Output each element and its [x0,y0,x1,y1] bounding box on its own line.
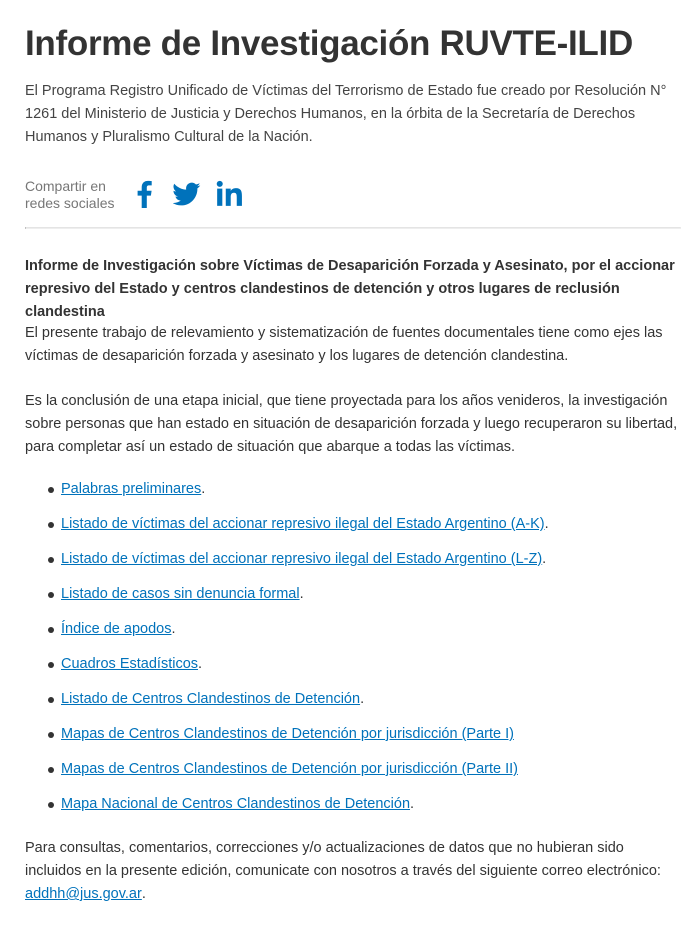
intro-paragraph: El Programa Registro Unificado de Víctimas del Terrorismo de Estado fue creado por Resolución N° 1261 del Ministerio de Justicia y Derechos Humanos, en la órbita de la Secretaría de Derechos Humanos y Pluralismo Cultural de la Nación. [25,83,667,145]
link-listado-victimas-l-z[interactable]: Listado de víctimas del accionar represivo ilegal del Estado Argentino (L-Z) [61,551,543,567]
list-item: Listado de víctimas del accionar represivo ilegal del Estado Argentino (A-K). [25,513,665,548]
list-item: Listado de casos sin denuncia formal. [25,583,665,618]
document-links-list [25,478,665,828]
bullet [48,627,54,633]
email-link[interactable]: addhh@jus.gov.ar [25,886,142,902]
list-item: Palabras preliminares. [25,478,665,513]
list-item: Mapa Nacional de Centros Clandestinos de Detención. [25,793,665,828]
list-item: Cuadros Estadísticos. [25,653,665,688]
list-item: Índice de apodos. [25,618,665,653]
link-centros-clandestinos[interactable]: Listado de Centros Clandestinos de Detención [61,691,361,707]
bullet [48,592,54,598]
facebook-icon[interactable] [134,180,154,208]
bullet [48,522,54,528]
link-cuadros-estadisticos[interactable]: Cuadros Estadísticos [61,656,199,672]
conclusion-paragraph: Es la conclusión de una etapa inicial, que tiene proyectada para los años venideros, la investigación sobre personas que han estado en situación de desaparición forzada y luego recuperaron su libertad, para completar así un estado de situación que abarque a todas las víctimas. [25,393,678,455]
link-casos-sin-denuncia[interactable]: Listado de casos sin denuncia formal [61,586,300,602]
page-title: Informe de Investigación RUVTE-ILID [25,24,633,63]
bullet [48,802,54,808]
contact-paragraph: Para consultas, comentarios, correcciones y/o actualizaciones de datos que no hubieran sido incluidos en la presente edición, comunicate con nosotros a través del siguiente correo electrónico: addhh@jus.gov.ar. [25,840,661,902]
link-indice-apodos[interactable]: Índice de apodos [61,621,172,637]
bullet [48,697,54,703]
bullet [48,767,54,773]
linkedin-icon[interactable] [216,180,242,208]
list-item: Listado de Centros Clandestinos de Detención. [25,688,665,723]
share-label: Compartir en redes sociales [25,178,115,211]
bullet [48,732,54,738]
report-heading: Informe de Investigación sobre Víctimas de Desaparición Forzada y Asesinato, por el accionar represivo del Estado y centros clandestinos de detención y otros lugares de reclusión clandestina [25,258,675,320]
description-paragraph: El presente trabajo de relevamiento y sistematización de fuentes documentales tiene como ejes las víctimas de desaparición forzada y asesinato y los lugares de detención clandestina. [25,325,663,364]
bullet [48,662,54,668]
bullet [48,557,54,563]
link-listado-victimas-a-k[interactable]: Listado de víctimas del accionar represivo ilegal del Estado Argentino (A-K) [61,516,545,532]
list-item [25,758,665,793]
divider [25,227,681,229]
link-mapas-parte-2[interactable]: Mapas de Centros Clandestinos de Detención por jurisdicción (Parte II) [61,761,518,777]
twitter-icon[interactable] [173,180,201,208]
list-item [25,723,665,758]
link-mapas-parte-1[interactable]: Mapas de Centros Clandestinos de Detención por jurisdicción (Parte I) [61,726,514,742]
link-palabras-preliminares[interactable]: Palabras preliminares [61,481,202,497]
bullet [48,487,54,493]
list-item: Listado de víctimas del accionar represivo ilegal del Estado Argentino (L-Z). [25,548,665,583]
link-mapa-nacional[interactable]: Mapa Nacional de Centros Clandestinos de Detención [61,796,411,812]
